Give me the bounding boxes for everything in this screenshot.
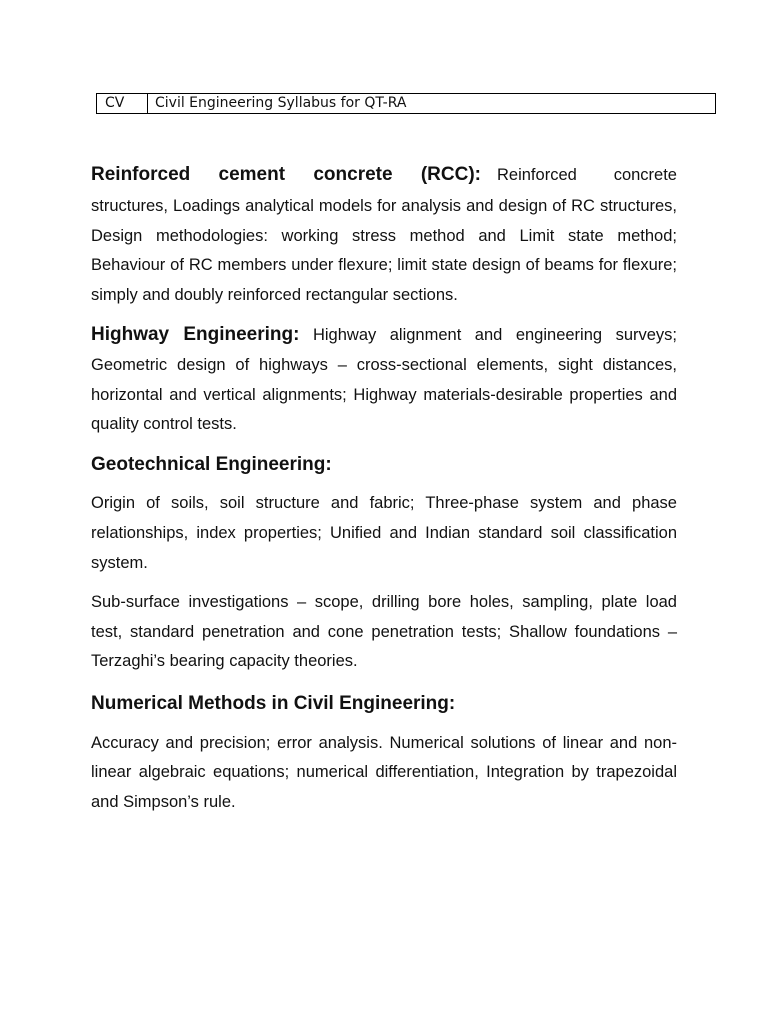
subject-code: CV — [97, 94, 148, 113]
highway-section — [91, 320, 677, 439]
numerical-heading: Numerical Methods in Civil Engineering: — [91, 692, 456, 714]
rcc-heading — [91, 160, 481, 190]
syllabus-content — [91, 160, 677, 827]
highway-text: Highway alignment and engineering surveys; Geometric design of highways – cross-sectional elements, sight distances, horizontal and vertical alignments; Highway materials-desirable properties and quality control tests. — [91, 326, 678, 434]
geotech-heading: Geotechnical Engineering: — [91, 453, 332, 475]
geotech-para-2: Sub-surface investigations – scope, drilling bore holes, sampling, plate load test, standard penetration and cone penetration tests; Shallow foundations – Terzaghi’s bearing capacity theories. — [91, 593, 677, 671]
rcc-heading-word-1: Reinforced — [91, 164, 191, 185]
rcc-heading-word-4: (RCC): — [420, 164, 481, 185]
geotech-para-1: Origin of soils, soil structure and fabric; Three-phase system and phase relationships, index properties; Unified and Indian standard soil classification system. — [91, 494, 677, 572]
rcc-section — [91, 160, 677, 310]
rcc-text-first-word-2: concrete — [613, 166, 677, 184]
highway-paragraph — [91, 320, 677, 439]
numerical-section — [91, 689, 677, 817]
highway-heading: Highway Engineering: — [91, 324, 300, 346]
numerical-text: Accuracy and precision; error analysis. Numerical solutions of linear and non-linear algebraic equations; numerical differentiation, Integration by trapezoidal and Simpson’s rule. — [91, 733, 677, 811]
rcc-first-line — [91, 160, 677, 192]
syllabus-header-table — [96, 93, 716, 114]
geotech-section — [91, 450, 677, 677]
rcc-heading-word-2: cement — [218, 164, 286, 185]
syllabus-title: Civil Engineering Syllabus for QT-RA — [155, 95, 407, 111]
rcc-text-first-word-1: Reinforced — [497, 166, 577, 184]
rcc-heading-word-3: concrete — [313, 164, 393, 185]
rcc-text-first — [497, 161, 677, 191]
rcc-text: structures, Loadings analytical models for analysis and design of RC structures, Design methodologies: working stress method and Limit state method; Behaviour of RC members under flexure; limit state design of beams for flexure; simply and doubly reinforced rectangular sections. — [91, 197, 677, 304]
